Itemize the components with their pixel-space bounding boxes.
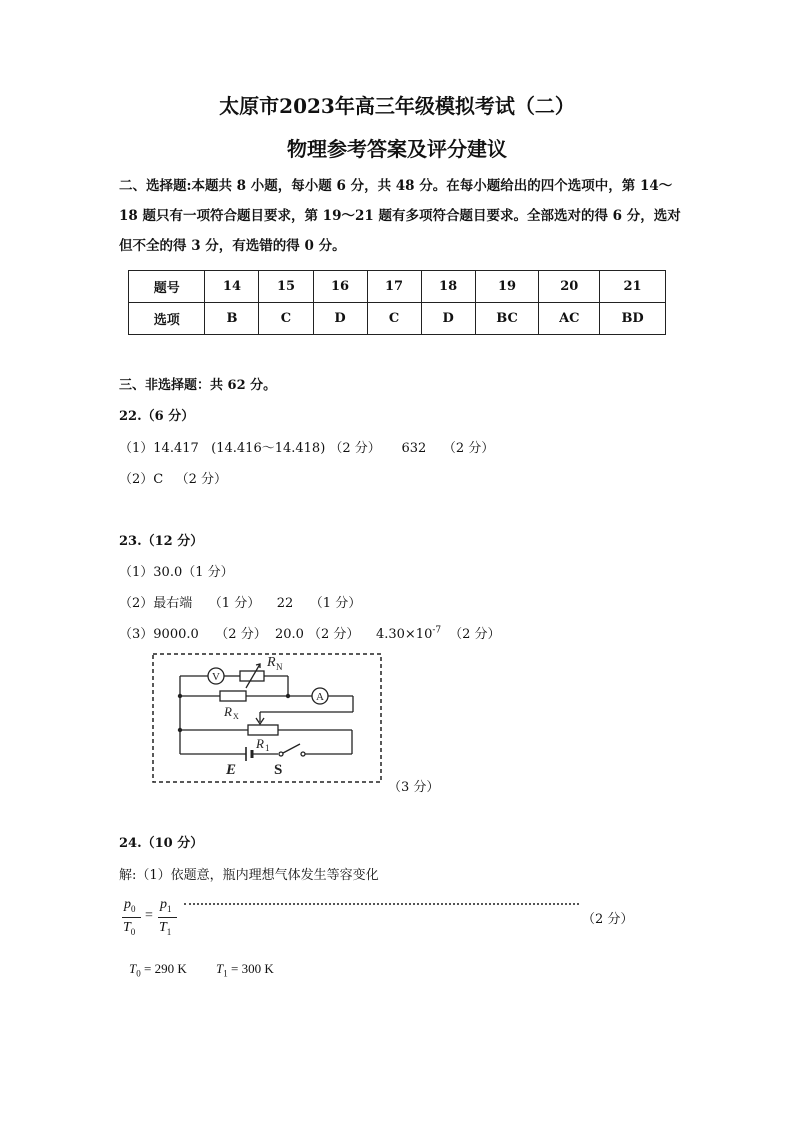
fraction-numerator: $p_1$ <box>160 897 172 914</box>
q24-heading: 24.（10 分） <box>119 836 204 851</box>
equation-score: （2 分） <box>582 912 634 927</box>
dashed-frame <box>153 654 381 782</box>
fraction-bar <box>158 917 177 918</box>
rheostat-r1 <box>248 725 278 735</box>
resistor-rn <box>240 671 264 681</box>
equals-sign: = <box>145 908 153 923</box>
resistor-rx <box>220 691 246 701</box>
emf-label: E <box>226 762 237 778</box>
fraction-bar <box>122 917 141 918</box>
q23-line3-exponent: -7 <box>432 625 442 636</box>
q23-answer-line3 <box>119 623 501 642</box>
q24-solution-line1: 解:（1）依题意，瓶内理想气体发生等容变化 <box>119 868 379 883</box>
section3-heading: 三、非选择题：共 62 分。 <box>119 378 277 393</box>
answer-table <box>128 270 666 335</box>
question-number-cell: 16 <box>313 271 367 303</box>
question-number-cell: 18 <box>421 271 475 303</box>
section2-line2: 18 题只有一项符合题目要求，第 19～21 题有多项符合题目要求。全部选对的得 6 分，选对 <box>119 208 681 224</box>
circuit-diagram <box>148 650 388 790</box>
page-subtitle: 物理参考答案及评分建议 <box>287 137 507 161</box>
fraction-denominator: $T_0$ <box>123 920 136 937</box>
ammeter-label: A <box>316 691 324 703</box>
section2-line3: 但不全的得 3 分，有选错的得 0 分。 <box>119 238 346 254</box>
question-number-cell: 15 <box>259 271 313 303</box>
q23-heading: 23.（12 分） <box>119 534 204 549</box>
fraction-denominator: $T_1$ <box>159 920 172 937</box>
q23-answer-line2: （2）最右端 （1 分） 22 （1 分） <box>119 596 362 611</box>
answer-cell: AC <box>539 303 600 335</box>
fraction-numerator: $p_0$ <box>124 897 136 914</box>
table-header-cell: 选项 <box>129 303 205 335</box>
q23-line3-score: （2 分） <box>449 627 501 642</box>
r1-subscript: 1 <box>265 743 270 753</box>
table-row <box>129 271 666 303</box>
q22-answer-line2: （2）C （2 分） <box>119 472 228 487</box>
answer-cell: B <box>205 303 259 335</box>
question-number-cell: 17 <box>367 271 421 303</box>
answer-cell: BD <box>600 303 666 335</box>
question-number-cell: 21 <box>600 271 666 303</box>
dotted-leader <box>184 903 579 905</box>
answer-cell: C <box>367 303 421 335</box>
circuit-score: （3 分） <box>388 780 440 795</box>
t1-value: $T_1 = 300$ K <box>216 961 274 979</box>
voltmeter-label: V <box>212 671 220 683</box>
answer-cell: D <box>421 303 475 335</box>
page-title: 太原市2023年高三年级模拟考试（二） <box>219 94 575 118</box>
rn-subscript: N <box>276 662 283 672</box>
rx-subscript: X <box>233 712 239 721</box>
q22-answer-line1: （1）14.417 (14.416～14.418) （2 分） 632 （2 分） <box>119 441 495 456</box>
switch-symbol <box>279 752 283 756</box>
table-header-cell: 题号 <box>129 271 205 303</box>
question-number-cell: 20 <box>539 271 600 303</box>
question-number-cell: 14 <box>205 271 259 303</box>
table-row <box>129 303 666 335</box>
r1-label: R <box>256 736 264 751</box>
q22-heading: 22.（6 分） <box>119 409 195 424</box>
rx-label: R <box>224 704 232 719</box>
switch-label: S <box>274 762 283 778</box>
rn-label: R <box>267 655 276 670</box>
answer-cell: C <box>259 303 313 335</box>
question-number-cell: 19 <box>475 271 539 303</box>
answer-cell: BC <box>475 303 539 335</box>
t0-value: $T_0 = 290$ K <box>129 961 187 979</box>
answer-cell: D <box>313 303 367 335</box>
section2-line1: 二、选择题:本题共 8 小题，每小题 6 分，共 48 分。在每小题给出的四个选项中，第 14～ <box>119 178 673 194</box>
q23-answer-line1: （1）30.0（1 分） <box>119 565 234 580</box>
q23-line3-text: （3）9000.0 （2 分） 20.0 （2 分） 4.30×10 <box>119 627 433 642</box>
